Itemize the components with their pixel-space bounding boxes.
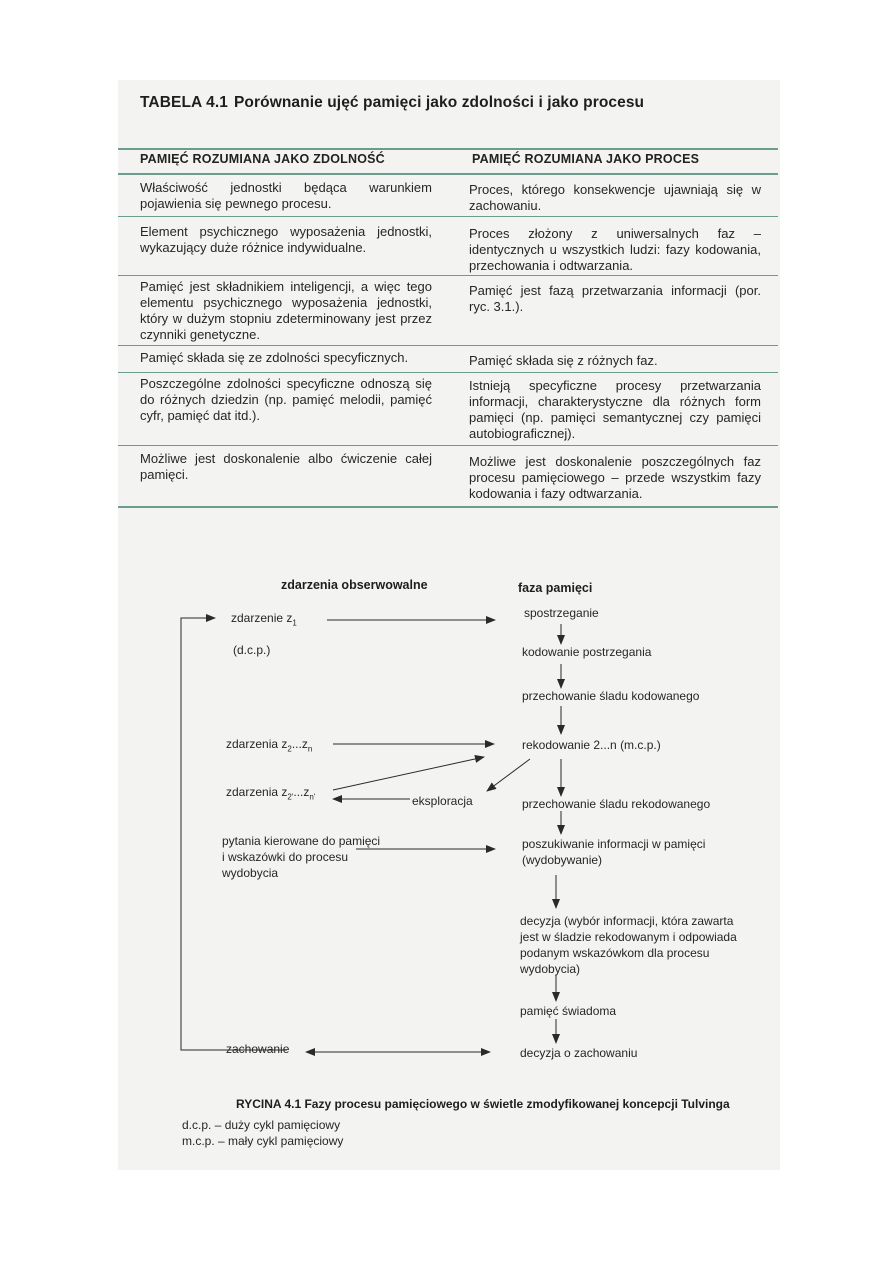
events3-mid: ...z bbox=[293, 785, 310, 799]
arrow-recoding-exploration bbox=[487, 759, 530, 791]
decision-line: decyzja (wybór informacji, która zawarta bbox=[520, 914, 734, 928]
events3-label bbox=[226, 785, 315, 801]
legend-dcp: d.c.p. – duży cykl pamięciowy bbox=[182, 1118, 341, 1132]
perception-label: spostrzeganie bbox=[524, 606, 599, 620]
arrow-events3-recoding bbox=[333, 757, 484, 790]
events3-sub2: n' bbox=[309, 792, 316, 802]
table-caption: Porównanie ujęć pamięci jako zdolności i jako procesu bbox=[233, 94, 645, 111]
table-cell: Pamięć jest składnikiem inteligencji, a więc tego elementu psychicznego wyposażenia jednostki, który w dużym stopniu zdeterminowany jest przez czynniki genetyczne. bbox=[140, 279, 432, 342]
decision-line: podanym wskazówkom dla procesu bbox=[520, 946, 710, 960]
decision-label bbox=[520, 913, 737, 977]
search-line: poszukiwanie informacji w pamięci bbox=[522, 837, 706, 851]
table-cell: Możliwe jest doskonalenie poszczególnych faz procesu pamięciowego – przede wszystkim fazy kodowania i fazy odtwarzania. bbox=[469, 454, 761, 501]
search-label bbox=[522, 836, 705, 868]
storage-recoded-label: przechowanie śladu rekodowanego bbox=[522, 797, 711, 811]
table-cell: Możliwe jest doskonalenie albo ćwiczenie całej pamięci. bbox=[140, 451, 432, 482]
table-cell: Właściwość jednostki będąca warunkiem pojawienia się pewnego procesu. bbox=[140, 180, 432, 211]
conscious-memory-label: pamięć świadoma bbox=[520, 1004, 617, 1018]
table-cell: Pamięć składa się ze zdolności specyficznych. bbox=[140, 350, 409, 365]
behavior-decision-label: decyzja o zachowaniu bbox=[520, 1046, 638, 1060]
header-ability: PAMIĘĆ ROZUMIANA JAKO ZDOLNOŚĆ bbox=[140, 152, 385, 166]
table-cell: Proces, którego konsekwencje ujawniają się w zachowaniu. bbox=[469, 182, 761, 213]
events3-sub1: 2' bbox=[287, 792, 294, 802]
column-title-right: faza pamięci bbox=[518, 581, 593, 595]
questions-line: pytania kierowane do pamięci bbox=[222, 834, 381, 848]
search-line: (wydobywanie) bbox=[522, 853, 603, 867]
table-label: TABELA 4.1 bbox=[140, 94, 228, 111]
questions-line: wydobycia bbox=[222, 866, 279, 880]
decision-line: wydobycia) bbox=[520, 962, 581, 976]
column-title-left: zdarzenia obserwowalne bbox=[281, 578, 428, 592]
legend-mcp: m.c.p. – mały cykl pamięciowy bbox=[182, 1134, 344, 1148]
events2-text: zdarzenia z bbox=[226, 737, 288, 751]
storage-label: przechowanie śladu kodowanego bbox=[522, 689, 700, 703]
decision-line: jest w śladzie rekodowanym i odpowiada bbox=[520, 930, 737, 944]
event1-text: zdarzenie z bbox=[231, 611, 293, 625]
exploration-label: eksploracja bbox=[412, 794, 473, 808]
table-cell: Poszczególne zdolności specyficzne odnoszą się do różnych dziedzin (np. pamięć melodii, pamięć cyfr, pamięć dat itd.). bbox=[140, 376, 432, 423]
table-cell: Proces złożony z uniwersalnych faz – identycznych u wszystkich ludzi: fazy kodowania, przechowania i odtwarzania. bbox=[469, 226, 761, 273]
table-cell: Pamięć składa się z różnych faz. bbox=[469, 353, 658, 368]
events2-label bbox=[226, 737, 312, 753]
coding-label: kodowanie postrzegania bbox=[522, 645, 652, 659]
events3-text: zdarzenia z bbox=[226, 785, 288, 799]
table-cell: Pamięć jest fazą przetwarzania informacji (por. ryc. 3.1.). bbox=[469, 283, 761, 314]
figure-caption: RYCINA 4.1 Fazy procesu pamięciowego w świetle zmodyfikowanej koncepcji Tulvinga bbox=[236, 1097, 730, 1111]
table-cell: Istnieją specyficzne procesy przetwarzania informacji, charakterystyczne dla różnych form pamięci (np. pamięci semantycznej czy pamięci autobiograficznej). bbox=[469, 378, 761, 441]
events2-sub1: 2 bbox=[287, 744, 292, 754]
recoding-label: rekodowanie 2...n (m.c.p.) bbox=[522, 738, 661, 752]
event1-label bbox=[231, 611, 297, 627]
event1-sub: 1 bbox=[292, 618, 297, 628]
table-cell: Element psychicznego wyposażenia jednostki, wykazujący duże różnice indywidualne. bbox=[140, 224, 432, 255]
events2-mid: ...z bbox=[291, 737, 308, 751]
dcp-label: (d.c.p.) bbox=[233, 643, 271, 657]
behavior-label: zachowanie bbox=[226, 1042, 290, 1056]
questions-label bbox=[222, 833, 380, 881]
events2-sub2: n bbox=[307, 744, 313, 754]
questions-line: i wskazówki do procesu bbox=[222, 850, 349, 864]
header-process: PAMIĘĆ ROZUMIANA JAKO PROCES bbox=[472, 152, 700, 166]
